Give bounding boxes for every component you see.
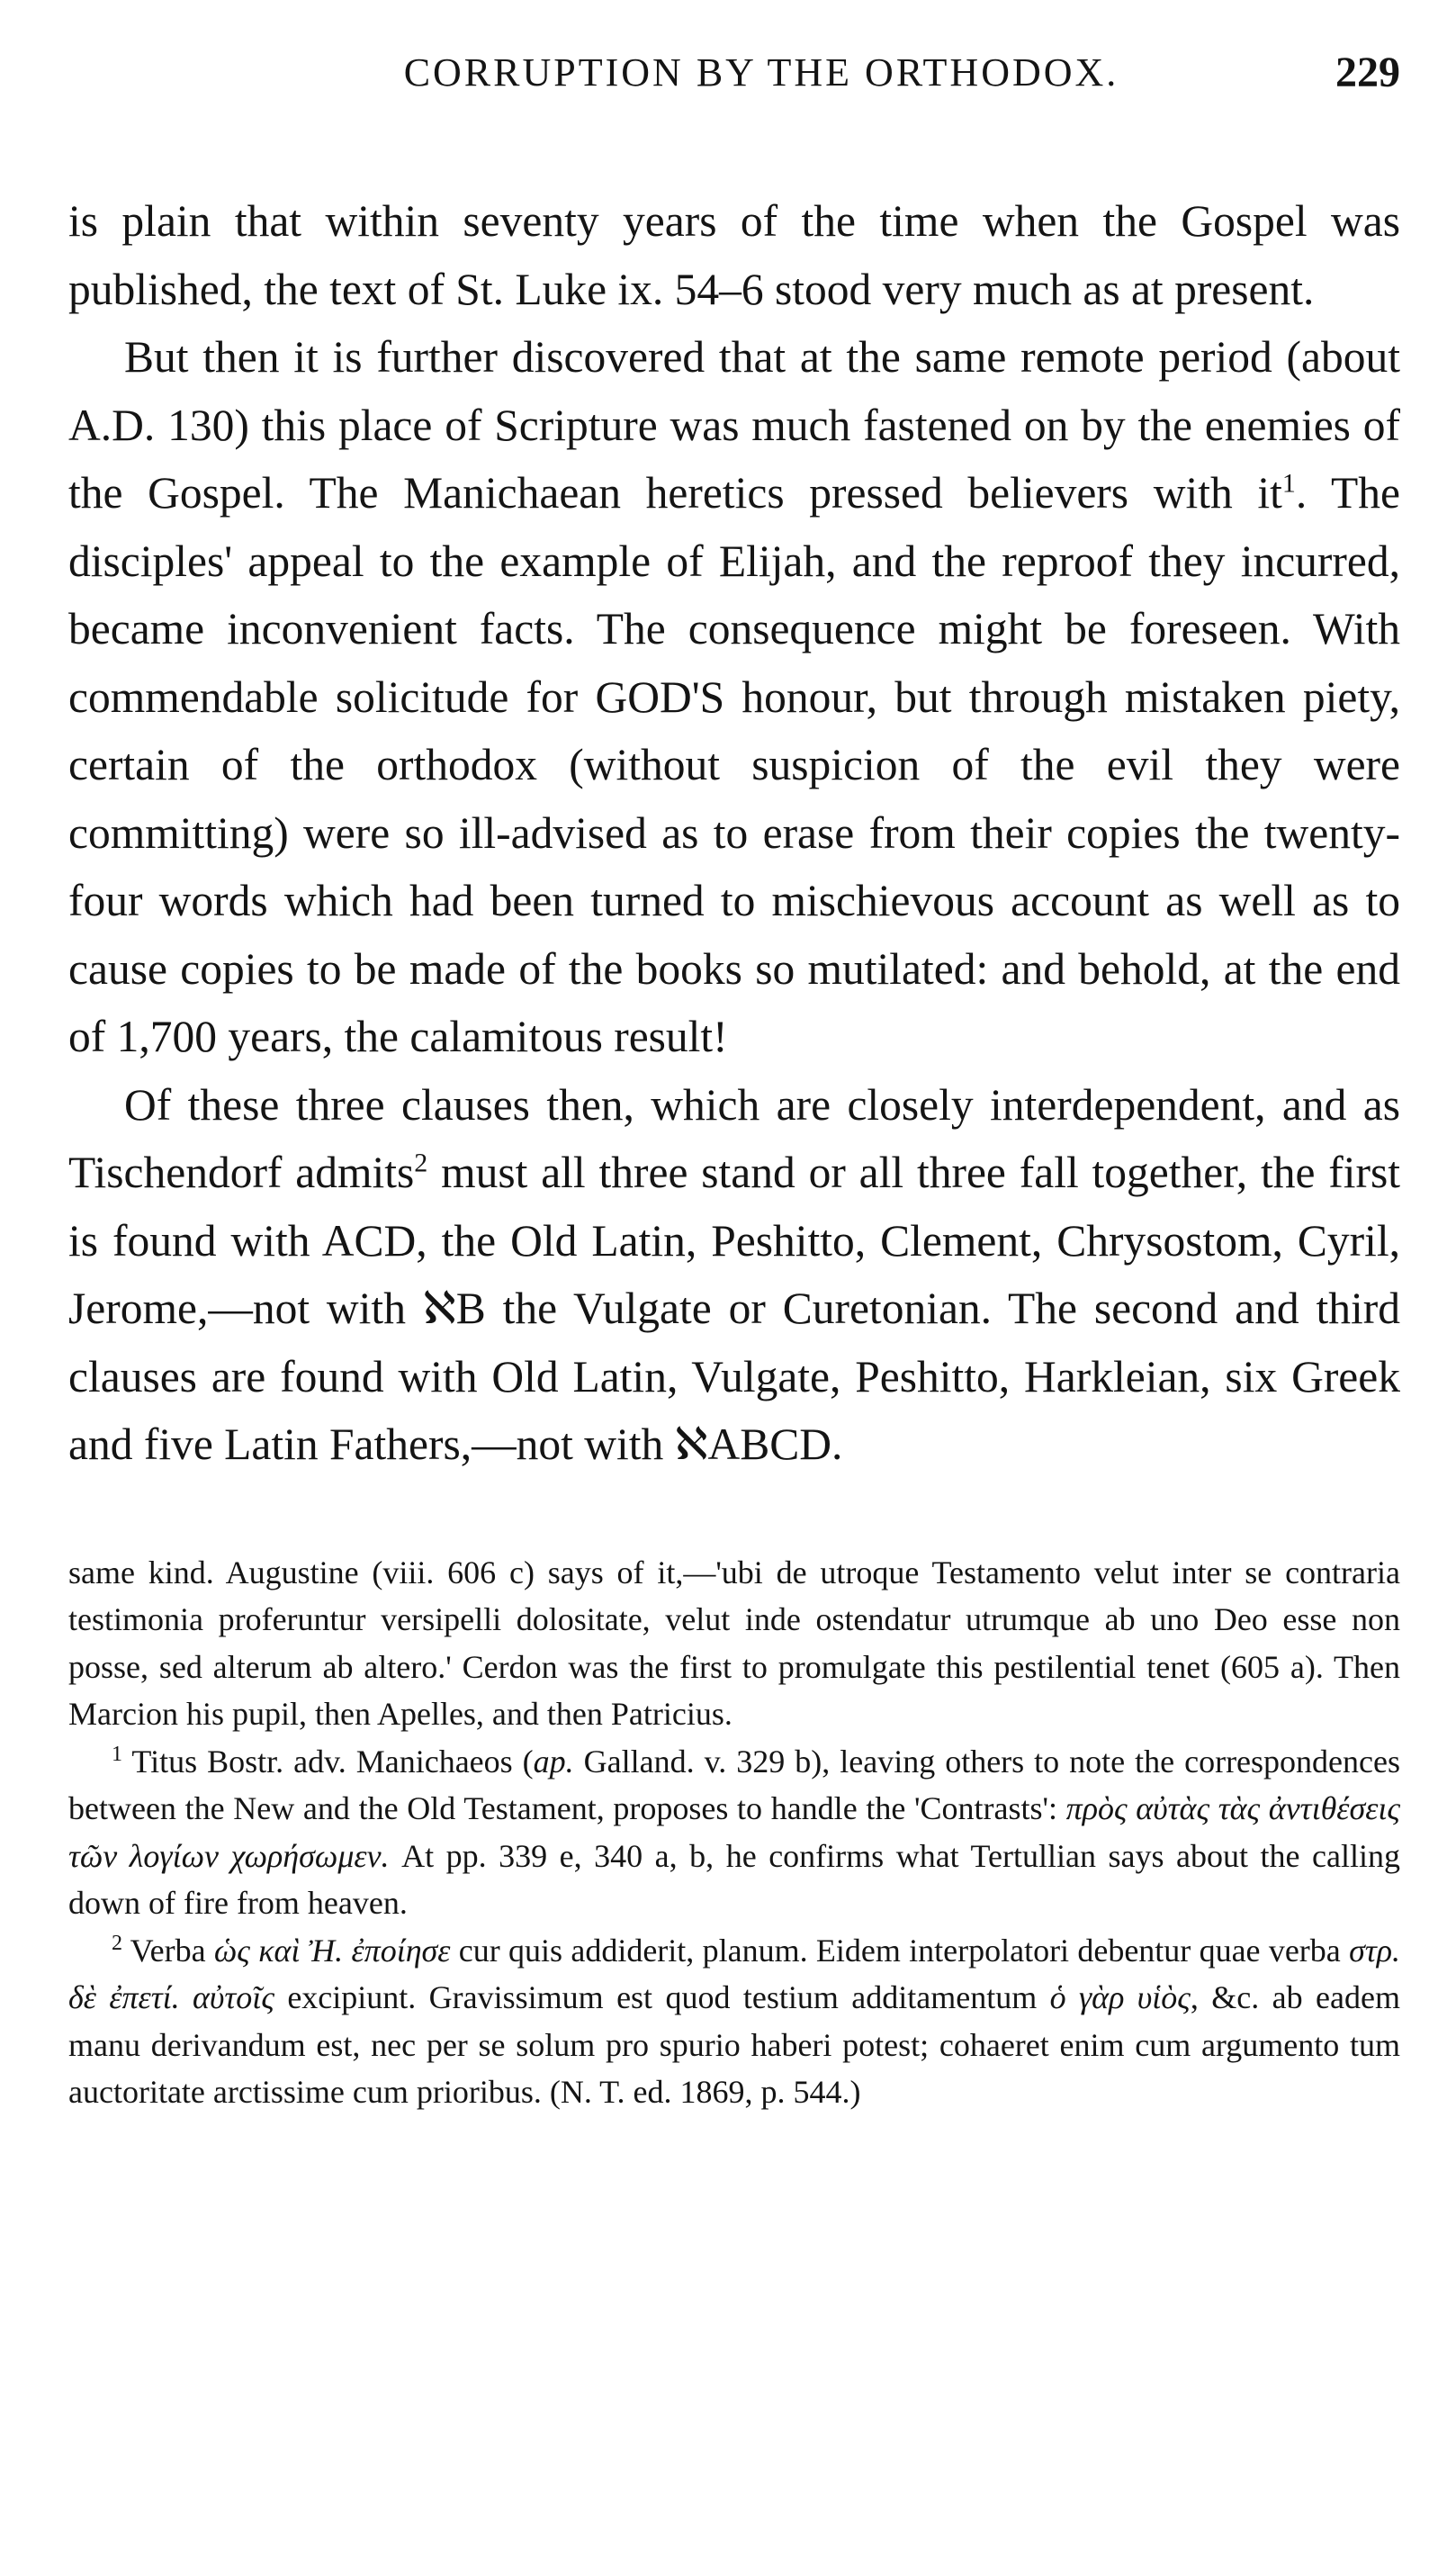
footnote-2-mark: 2 [112, 1931, 122, 1955]
paragraph-2 [68, 323, 1400, 1071]
paragraph-2-text-a: But then it is further discovered that at the same remote period (about A.D. 130) this place of Scripture was much fastened on by the enemies of the Gospel. The Manichaean heretics pressed believers with it [68, 332, 1400, 518]
footnote-2-text-a: Verba [130, 1932, 214, 1969]
footnote-1-ap: ap. [533, 1743, 574, 1780]
footnote-2 [68, 1927, 1400, 2116]
footnote-2-text-c: excipiunt. Gravissimum est quod testium additamentum [274, 1979, 1050, 2015]
footnote-continuation [68, 1549, 1400, 1738]
paragraph-3-text-b: must all three stand or all three fall together, the first is found with ACD, the Old Latin, Peshitto, Clement, Chrysostom, Cyril, Jerome,—not with ℵB the Vulgate or Curetonian. The second and third clauses are found with Old Latin, Vulgate, Peshitto, Harkleian, six Greek and five Latin Fathers,—not with ℵABCD. [68, 1148, 1400, 1469]
paragraph-3 [68, 1071, 1400, 1479]
footnote-2-greek-2: στρ. δὲ ἐπετί. αὐτοῖς [68, 1932, 1400, 2015]
footnote-1-text-c: At pp. 339 e, 340 a, b, he confirms what Tertullian says about the calling down of fire from heaven. [68, 1837, 1400, 1921]
footnote-2-greek-1: ὡς καὶ Ἠ. ἐποίησε [213, 1932, 451, 1969]
running-title: CORRUPTION BY THE ORTHODOX. [403, 50, 1119, 95]
running-head [68, 41, 1400, 104]
footnote-ref-2: 2 [414, 1148, 428, 1178]
book-page [68, 41, 1400, 2116]
footnote-1-greek: πρὸς αὐτὰς τὰς ἀντιθέσεις τῶν λογίων χωρήσωμεν. [68, 1790, 1400, 1874]
paragraph-2-text-b: . The disciples' appeal to the example of Elijah, and the reproof they incurred, became inconvenient facts. The consequence might be foreseen. With commendable solicitude for GOD'S honour, but through mistaken piety, certain of the orthodox (without suspicion of the evil they were committing) were so ill-advised as to erase from their copies the twenty-four words which had been turned to mischievous account as well as to cause copies to be made of the books so mutilated: and behold, at the end of 1,700 years, the calamitous result! [68, 468, 1400, 1061]
footnote-1-text-a: Titus Bostr. adv. Manichaeos ( [131, 1743, 534, 1780]
footnote-2-greek-3: ὁ γὰρ υἱὸς [1049, 1979, 1191, 2015]
footnote-continuation-text: same kind. Augustine (viii. 606 c) says of it,—'ubi de utroque Testamento velut inter se contraria testimonia proferuntur versipelli dolositate, velut inde ostendatur utrumque ab uno Deo esse non posse, sed alterum ab altero.' Cerdon was the first to promulgate this pestilential tenet (605 a). Then Marcion his pupil, then Apelles, and then Patricius. [68, 1554, 1400, 1732]
footnotes [68, 1549, 1400, 2116]
page-number: 229 [1335, 49, 1400, 96]
main-text [68, 187, 1400, 1479]
footnote-1-mark: 1 [112, 1742, 122, 1766]
paragraph-3-text-a: Of these three clauses then, which are closely interdependent, and as Tischendorf admits [68, 1079, 1400, 1197]
footnote-ref-1: 1 [1281, 468, 1296, 499]
footnote-2-text-d: , &c. ab eadem manu derivandum est, nec per se solum pro spurio haberi potest; cohaeret enim cum argumento tum auctoritate arctissime cum prioribus. (N. T. ed. 1869, p. 544.) [68, 1979, 1400, 2110]
footnote-2-text-b: cur quis addiderit, planum. Eidem interpolatori debentur quae verba [450, 1932, 1350, 1969]
paragraph-1-text: is plain that within seventy years of the time when the Gospel was published, the text of St. Luke ix. 54–6 stood very much as at present. [68, 196, 1400, 314]
paragraph-1 [68, 187, 1400, 323]
footnote-1-text-b: Galland. v. 329 b), leaving others to note the correspondences between the New and the Old Testament, proposes to handle the 'Contrasts': [68, 1743, 1400, 1826]
footnote-1 [68, 1738, 1400, 1927]
